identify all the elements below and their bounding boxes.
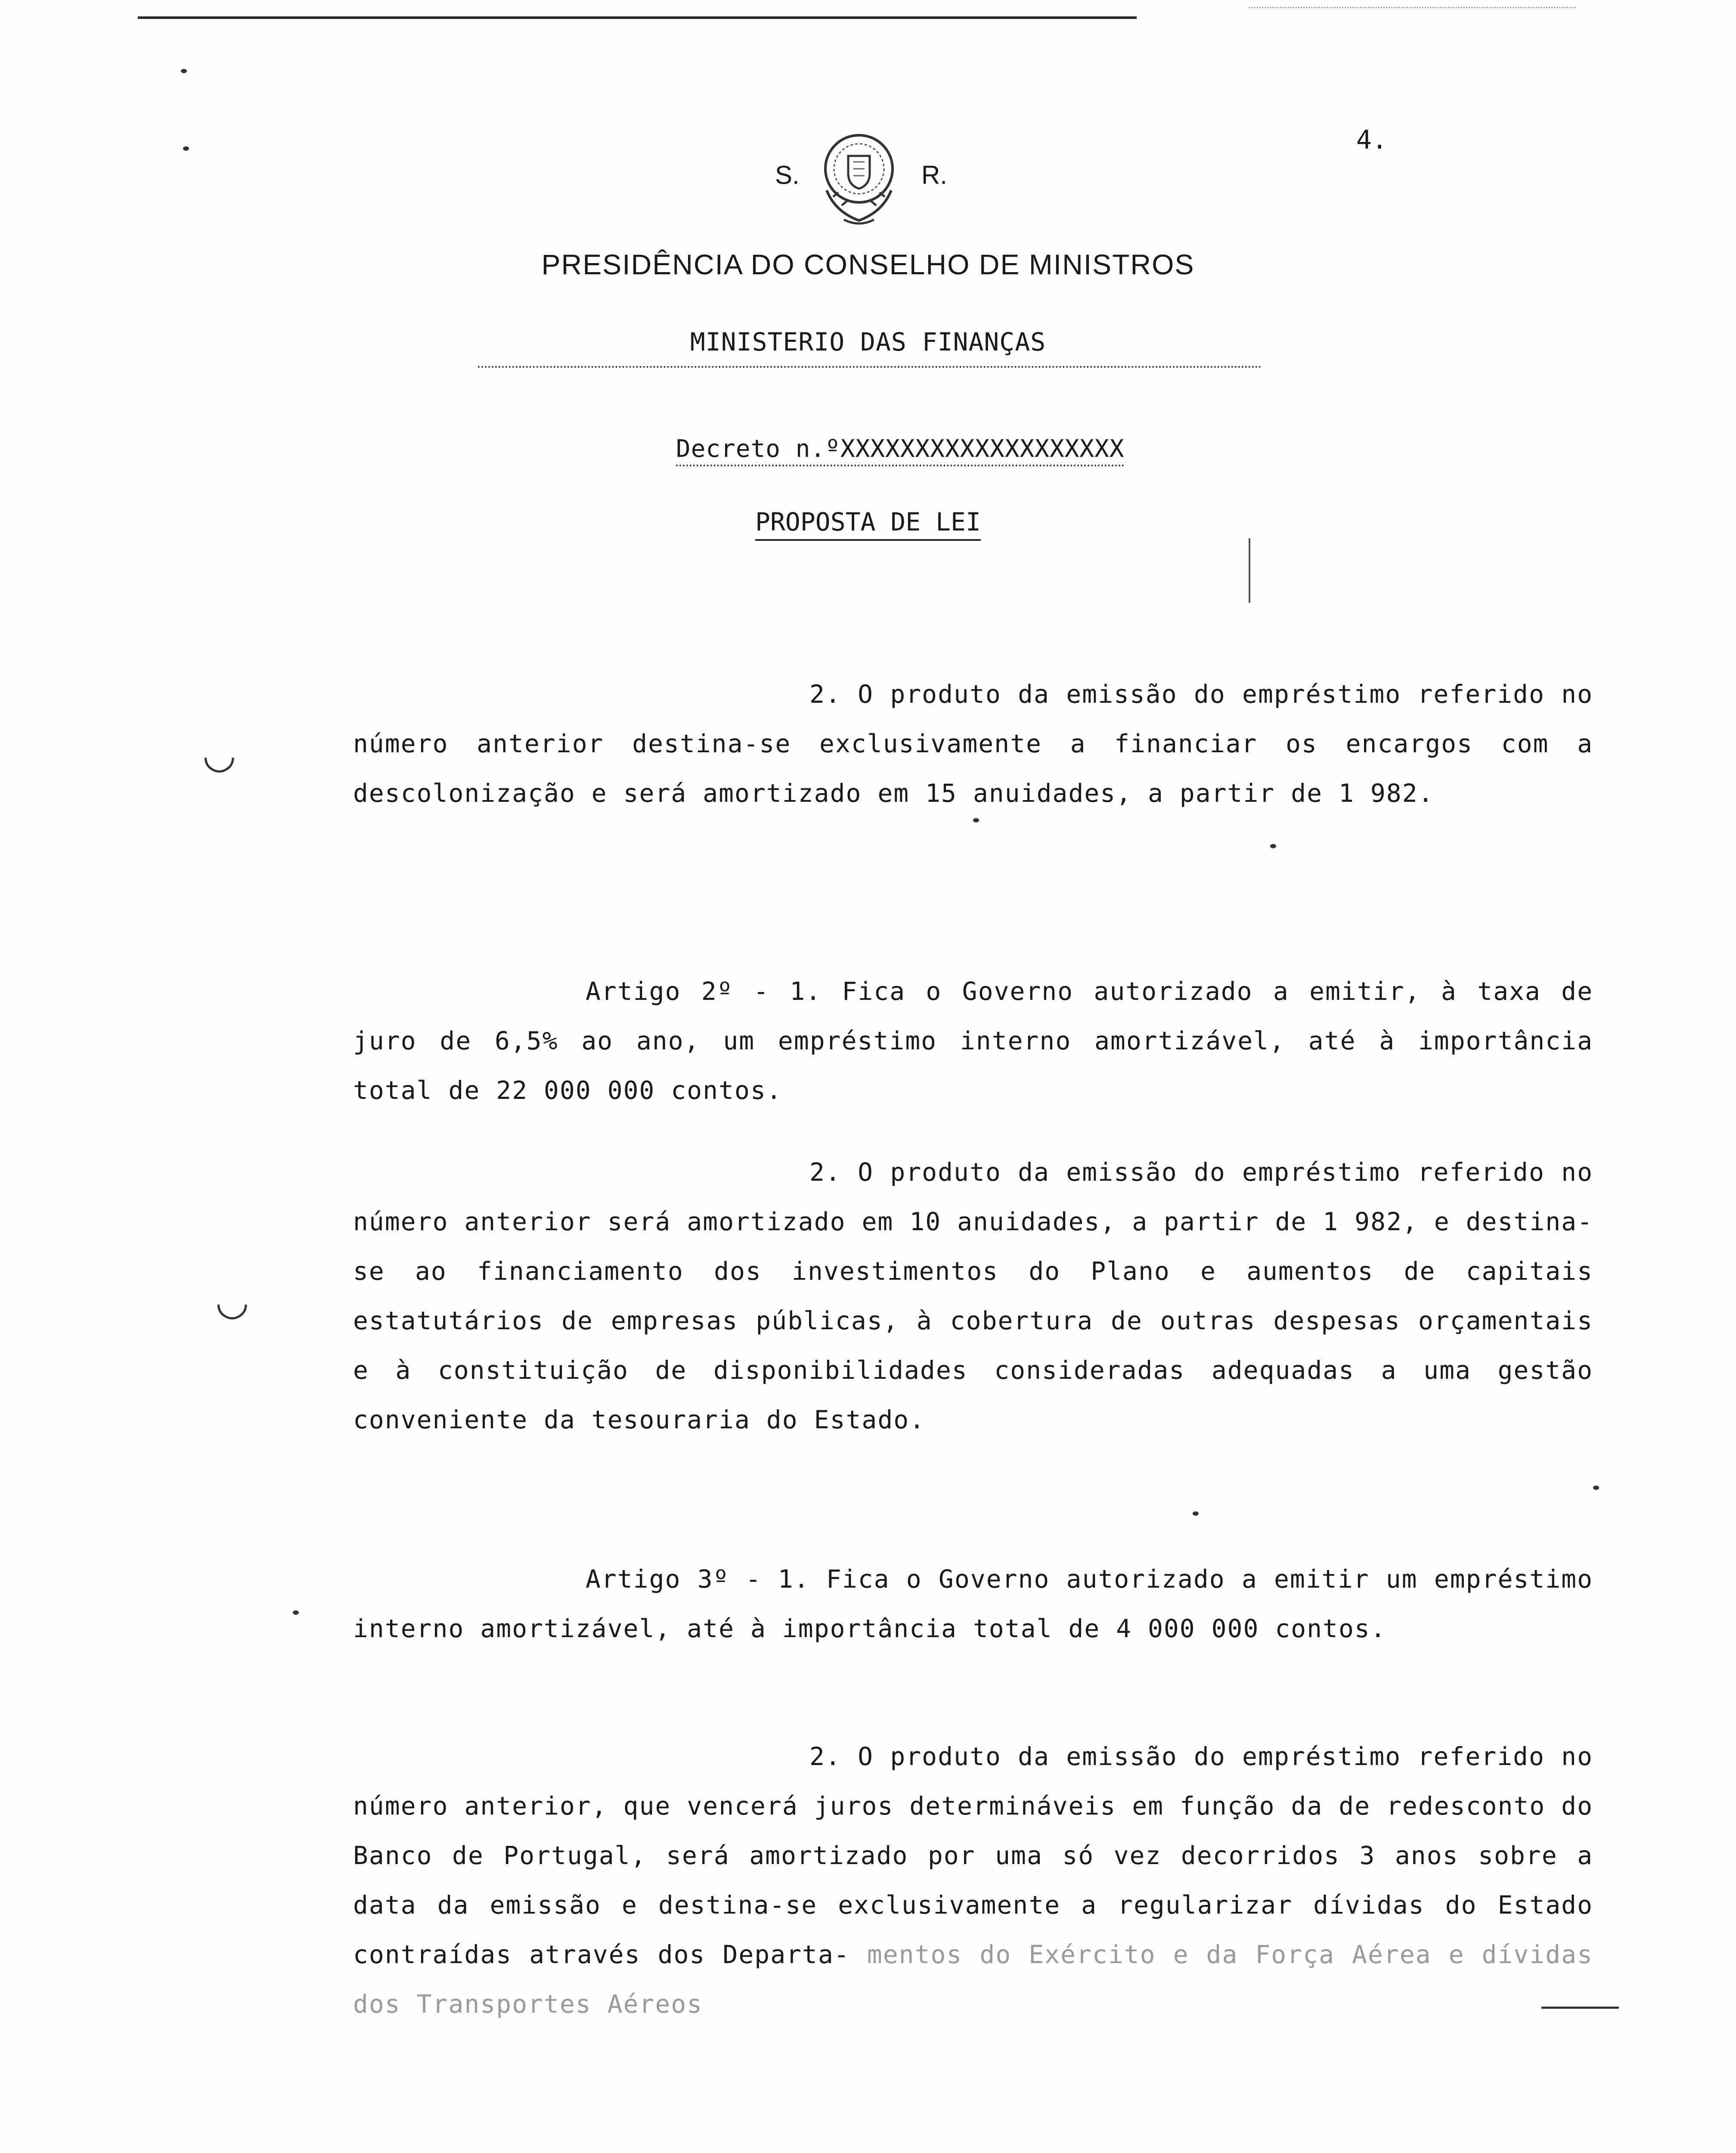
paragraph-5-text: 2. O produto da emissão do empréstimo referido no número anterior, que vencerá juros determináveis em função da de redesconto do Banco de Portugal, será amortizado por uma só vez decorridos 3 anos sobre a data da emissão e destina-se exclusivamente a regularizar dívidas do Estado contraídas através dos Departa- bbox=[353, 1742, 1593, 1969]
speck bbox=[1193, 1511, 1199, 1516]
speck bbox=[1593, 1486, 1599, 1490]
decreto-line: Decreto n.ºXXXXXXXXXXXXXXXXXXX bbox=[676, 435, 1124, 466]
seal-letter-r: R. bbox=[921, 161, 947, 189]
paragraph-5-faint-text: mentos do Exército e da Força Aérea e dívidas dos Transportes Aéreos bbox=[353, 1940, 1593, 2019]
paragraph-artigo-2: Artigo 2º - 1. Fica o Governo autorizado a emitir, à taxa de juro de 6,5% ao ano, um empréstimo interno amortizável, até à importância total de 22 000 000 contos. bbox=[353, 977, 1593, 1105]
ministerio-dotted-rule bbox=[478, 366, 1262, 368]
speck bbox=[181, 69, 187, 73]
seal-letter-s: S. bbox=[775, 161, 800, 189]
page-number: 4. bbox=[1356, 125, 1388, 155]
proposta-heading-text: PROPOSTA DE LEI bbox=[755, 507, 981, 541]
margin-mark-line bbox=[1249, 538, 1250, 603]
speck bbox=[183, 146, 189, 151]
top-rule bbox=[138, 16, 1137, 19]
margin-punch-mark-icon: ◡ bbox=[215, 1279, 249, 1324]
ministerio-heading: MINISTERIO DAS FINANÇAS bbox=[690, 327, 1046, 357]
speck bbox=[1270, 844, 1276, 848]
paragraph-3: 2. O produto da emissão do empréstimo referido no número anterior será amortizado em 10 anuidades, a partir de 1 982, e destina-se ao financiamento dos investimentos do Plano e aumentos de capitais estatutários de empresas públicas, à cobertura de outras despesas orçamentais e à constituição de disponibilidades consideradas adequadas a uma gestão conveniente da tesouraria do Estado. bbox=[353, 1157, 1593, 1434]
paragraph-1: 2. O produto da emissão do empréstimo referido no número anterior destina-se exclusivamente a financiar os encargos com a descolonização e será amortizado em 15 anuidades, a partir de 1 982. bbox=[353, 679, 1593, 808]
presidencia-heading: PRESIDÊNCIA DO CONSELHO DE MINISTROS bbox=[541, 248, 1195, 280]
top-rule-faint bbox=[1249, 7, 1576, 8]
paragraph-5 bbox=[353, 1732, 1593, 2029]
proposta-heading bbox=[0, 507, 1736, 537]
paragraph-artigo-3: Artigo 3º - 1. Fica o Governo autorizado a emitir um empréstimo interno amortizável, até à importância total de 4 000 000 contos. bbox=[353, 1564, 1593, 1643]
bottom-rule bbox=[1541, 2007, 1619, 2009]
coat-of-arms-seal-icon bbox=[818, 126, 900, 229]
speck bbox=[293, 1610, 299, 1615]
margin-punch-mark-icon: ◡ bbox=[202, 732, 236, 777]
speck bbox=[973, 818, 979, 822]
